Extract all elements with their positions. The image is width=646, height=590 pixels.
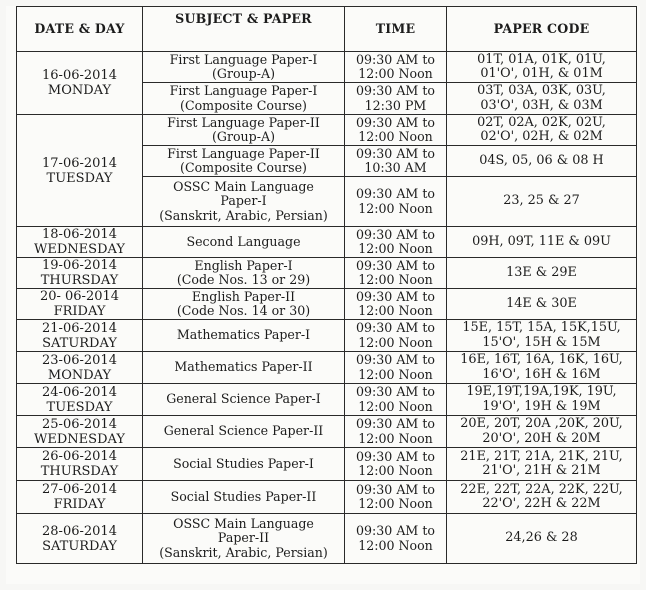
- schedule-row: [17, 352, 637, 384]
- subject-line: Paper-II: [217, 530, 270, 546]
- time-line: 09:30 AM to: [356, 288, 435, 304]
- time-cell: [345, 320, 447, 352]
- subject-line: (Sanskrit, Arabic, Persian): [159, 207, 328, 223]
- subject-cell: [143, 258, 345, 289]
- schedule-row: [17, 514, 637, 564]
- exam-date: 28-06-2014: [42, 523, 117, 539]
- time-line: 09:30 AM to: [356, 257, 435, 273]
- time-cell: [345, 448, 447, 481]
- date-day-cell: [17, 52, 143, 115]
- subject-cell: [143, 227, 345, 258]
- paper-code-cell: [447, 352, 637, 384]
- paper-code-line: 20'O', 20H & 20M: [482, 430, 601, 446]
- paper-code-cell: [447, 481, 637, 514]
- subject-line: First Language Paper-I: [169, 83, 318, 98]
- paper-code-line: 19'O', 19H & 19M: [482, 398, 601, 414]
- time-cell: [345, 146, 447, 177]
- subject-line: First Language Paper-II: [167, 114, 320, 130]
- exam-day: SATURDAY: [42, 538, 117, 554]
- header-paper-code: PAPER CODE: [447, 7, 637, 52]
- time-cell: [345, 514, 447, 564]
- schedule-row: [17, 416, 637, 448]
- paper-code-cell: [447, 177, 637, 227]
- date-day-cell: [17, 352, 143, 384]
- date-day-cell: [17, 115, 143, 227]
- schedule-row: [17, 384, 637, 416]
- time-line: 12:00 Noon: [358, 200, 433, 216]
- paper-code-cell: [447, 514, 637, 564]
- exam-day: WEDNESDAY: [34, 242, 125, 257]
- paper-code-line: 14E & 30E: [506, 295, 577, 311]
- header-date-day: DATE & DAY: [17, 7, 143, 52]
- paper-code-line: 20E, 20T, 20A ,20K, 20U,: [460, 416, 623, 431]
- paper-code-cell: [447, 258, 637, 289]
- date-day-cell: [17, 289, 143, 320]
- time-cell: [345, 177, 447, 227]
- paper-code-line: 01'O', 01H, & 01M: [480, 66, 603, 81]
- date-day-cell: [17, 448, 143, 481]
- paper-code-line: 21'O', 21H & 21M: [482, 463, 601, 478]
- subject-cell: [143, 416, 345, 448]
- exam-date: 19-06-2014: [42, 258, 117, 273]
- exam-date: 21-06-2014: [42, 320, 117, 336]
- exam-day: THURSDAY: [40, 273, 119, 288]
- date-day-cell: [17, 384, 143, 416]
- subject-cell: [143, 320, 345, 352]
- time-line: 09:30 AM to: [356, 51, 435, 67]
- time-cell: [345, 289, 447, 320]
- paper-code-line: 23, 25 & 27: [503, 193, 580, 209]
- subject-cell: [143, 514, 345, 564]
- schedule-row: [17, 52, 637, 83]
- paper-code-cell: [447, 289, 637, 320]
- subject-cell: [143, 384, 345, 416]
- subject-cell: [143, 352, 345, 384]
- subject-cell: [143, 115, 345, 146]
- exam-schedule-sheet: [6, 6, 640, 584]
- time-line: 12:00 Noon: [358, 241, 433, 256]
- subject-line: Mathematics Paper-II: [174, 359, 313, 375]
- exam-date: 24-06-2014: [42, 384, 117, 400]
- subject-line: OSSC Main Language: [173, 178, 314, 194]
- subject-line: (Composite Course): [180, 160, 307, 175]
- schedule-row: [17, 289, 637, 320]
- exam-day: MONDAY: [47, 367, 112, 383]
- subject-line: Mathematics Paper-I: [176, 327, 311, 343]
- time-cell: [345, 384, 447, 416]
- time-line: 12:00 Noon: [358, 537, 433, 553]
- subject-line: English Paper-II: [191, 288, 296, 304]
- paper-code-line: 22E, 22T, 22A, 22K, 22U,: [460, 481, 623, 497]
- time-line: 09:30 AM to: [356, 448, 435, 464]
- subject-cell: [143, 481, 345, 514]
- exam-schedule-table: [16, 6, 637, 564]
- paper-code-cell: [447, 115, 637, 146]
- time-line: 09:30 AM to: [356, 481, 435, 497]
- exam-day: SATURDAY: [42, 335, 117, 351]
- paper-code-line: 03T, 03A, 03K, 03U,: [477, 83, 606, 98]
- subject-line: (Group-A): [211, 66, 275, 81]
- time-line: 12:00 Noon: [358, 398, 433, 414]
- paper-code-line: 16E, 16T, 16A, 16K, 16U,: [460, 352, 623, 367]
- time-cell: [345, 83, 447, 115]
- time-line: 09:30 AM to: [356, 384, 435, 399]
- paper-code-line: 22'O', 22H & 22M: [482, 496, 601, 511]
- time-line: 12:00 Noon: [358, 129, 433, 144]
- subject-line: OSSC Main Language: [173, 515, 314, 531]
- date-day-cell: [17, 258, 143, 289]
- time-cell: [345, 258, 447, 289]
- paper-code-line: 01T, 01A, 01K, 01U,: [477, 51, 606, 67]
- time-line: 12:00 Noon: [358, 496, 433, 511]
- time-line: 09:30 AM to: [356, 114, 435, 130]
- subject-line: General Science Paper-II: [163, 423, 324, 439]
- time-line: 09:30 AM to: [356, 523, 435, 538]
- time-line: 12:00 Noon: [358, 366, 433, 382]
- schedule-row: [17, 115, 637, 146]
- subject-cell: [143, 289, 345, 320]
- exam-day: TUESDAY: [46, 399, 113, 415]
- time-cell: [345, 352, 447, 384]
- paper-code-cell: [447, 384, 637, 416]
- schedule-row: [17, 258, 637, 289]
- exam-date: 25-06-2014: [42, 416, 117, 432]
- subject-line: (Code Nos. 14 or 30): [176, 303, 311, 318]
- exam-date: 20- 06-2014: [39, 289, 120, 304]
- paper-code-line: 13E & 29E: [506, 264, 577, 280]
- paper-code-line: 09H, 09T, 11E & 09U: [472, 233, 611, 249]
- schedule-body: [17, 52, 637, 564]
- schedule-row: [17, 481, 637, 514]
- exam-date: 26-06-2014: [42, 449, 117, 464]
- header-row: [17, 7, 637, 52]
- time-line: 09:30 AM to: [356, 186, 435, 201]
- paper-code-cell: [447, 416, 637, 448]
- subject-line: Second Language: [186, 233, 301, 249]
- subject-line: Social Studies Paper-II: [170, 488, 317, 504]
- exam-day: FRIDAY: [53, 497, 106, 512]
- subject-line: (Composite Course): [180, 97, 307, 113]
- subject-line: (Sanskrit, Arabic, Persian): [159, 544, 328, 560]
- time-line: 09:30 AM to: [356, 416, 435, 431]
- time-line: 12:00 Noon: [358, 334, 433, 350]
- subject-line: General Science Paper-I: [166, 391, 321, 407]
- subject-line: First Language Paper-I: [169, 51, 318, 67]
- paper-code-line: 03'O', 03H, & 03M: [480, 97, 603, 113]
- schedule-row: [17, 448, 637, 481]
- paper-code-cell: [447, 83, 637, 115]
- header-time: TIME: [345, 7, 447, 52]
- date-day-cell: [17, 514, 143, 564]
- subject-cell: [143, 52, 345, 83]
- time-line: 12:00 Noon: [358, 66, 433, 81]
- exam-date: 17-06-2014: [42, 155, 117, 171]
- paper-code-cell: [447, 227, 637, 258]
- date-day-cell: [17, 320, 143, 352]
- time-line: 09:30 AM to: [356, 145, 435, 161]
- schedule-row: [17, 227, 637, 258]
- paper-code-line: 15'O', 15H & 15M: [482, 334, 601, 350]
- subject-line: (Code Nos. 13 or 29): [176, 272, 311, 287]
- subject-line: First Language Paper-II: [167, 145, 320, 161]
- exam-day: MONDAY: [47, 83, 112, 98]
- date-day-cell: [17, 227, 143, 258]
- schedule-row: [17, 320, 637, 352]
- exam-date: 27-06-2014: [42, 482, 117, 497]
- time-cell: [345, 227, 447, 258]
- time-line: 09:30 AM to: [356, 226, 435, 242]
- exam-day: THURSDAY: [40, 464, 119, 479]
- time-line: 12:00 Noon: [358, 272, 433, 287]
- time-line: 12:30 PM: [364, 97, 427, 113]
- time-cell: [345, 115, 447, 146]
- paper-code-line: 24,26 & 28: [505, 530, 578, 546]
- subject-line: Paper-I: [220, 193, 267, 209]
- time-cell: [345, 52, 447, 83]
- paper-code-line: 16'O', 16H & 16M: [482, 366, 601, 382]
- header-subject-paper: SUBJECT & PAPER: [143, 7, 345, 52]
- time-line: 09:30 AM to: [356, 352, 435, 367]
- paper-code-cell: [447, 320, 637, 352]
- subject-cell: [143, 146, 345, 177]
- time-line: 12:00 Noon: [358, 430, 433, 446]
- exam-date: 23-06-2014: [42, 352, 117, 368]
- paper-code-line: 19E,19T,19A,19K, 19U,: [466, 384, 617, 399]
- subject-cell: [143, 177, 345, 227]
- subject-line: Social Studies Paper-I: [173, 455, 314, 471]
- exam-day: WEDNESDAY: [34, 431, 125, 447]
- subject-line: (Group-A): [211, 129, 275, 144]
- paper-code-line: 15E, 15T, 15A, 15K,15U,: [462, 320, 621, 335]
- exam-day: FRIDAY: [53, 304, 106, 319]
- paper-code-line: 21E, 21T, 21A, 21K, 21U,: [460, 448, 623, 464]
- time-line: 09:30 AM to: [356, 83, 435, 98]
- date-day-cell: [17, 481, 143, 514]
- exam-day: TUESDAY: [46, 170, 113, 186]
- time-line: 10:30 AM: [364, 160, 427, 175]
- time-line: 09:30 AM to: [356, 320, 435, 335]
- time-cell: [345, 416, 447, 448]
- time-line: 12:00 Noon: [358, 463, 433, 478]
- paper-code-line: 02'O', 02H, & 02M: [480, 129, 603, 144]
- paper-code-cell: [447, 448, 637, 481]
- exam-date: 16-06-2014: [42, 68, 117, 83]
- date-day-cell: [17, 416, 143, 448]
- time-line: 12:00 Noon: [358, 303, 433, 318]
- paper-code-cell: [447, 52, 637, 83]
- subject-cell: [143, 448, 345, 481]
- paper-code-line: 02T, 02A, 02K, 02U,: [477, 114, 606, 130]
- paper-code-cell: [447, 146, 637, 177]
- subject-line: English Paper-I: [194, 257, 293, 273]
- time-cell: [345, 481, 447, 514]
- exam-date: 18-06-2014: [42, 227, 117, 242]
- paper-code-line: 04S, 05, 06 & 08 H: [479, 152, 604, 168]
- subject-cell: [143, 83, 345, 115]
